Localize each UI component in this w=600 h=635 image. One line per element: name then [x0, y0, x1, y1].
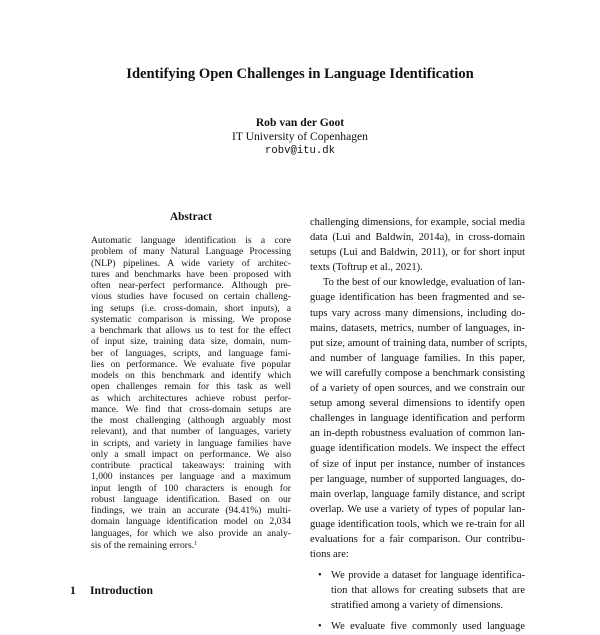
abstract-line: mance. We find that cross-domain setups are: [91, 403, 291, 415]
abstract-line: sis of the remaining errors.: [91, 539, 195, 551]
abstract-line: tures and benchmarks have been proposed with: [91, 268, 291, 280]
author-email: robv@itu.dk: [265, 145, 335, 157]
bullet-marker: •: [318, 570, 322, 582]
abstract-line: vious studies have focused on certain challeng-: [91, 291, 291, 303]
abstract-line: relevant), and that number of languages, variety: [91, 426, 291, 438]
right-column-body: [310, 215, 528, 635]
body-line: evaluations for a fair comparison. Our contribu-: [310, 533, 525, 545]
abstract-line: ing setups (i.e. cross-domain, short inputs), a: [91, 302, 291, 314]
body-line: mains, datasets, metrics, number of languages, in-: [310, 322, 525, 334]
abstract-line: of input size, training data size, domain, num-: [91, 336, 291, 348]
body-line: of a variety of open sources, and we constrain our: [310, 383, 525, 395]
body-line: of size of input per instance, number of instances: [310, 458, 525, 470]
abstract-line: only a small impact on performance. We also: [91, 448, 291, 460]
abstract-line: 1,000 instances per language and a maximum: [91, 471, 291, 483]
body-line: we will carefully compose a benchmark consisting: [310, 367, 525, 379]
abstract-line: Automatic language identification is a core: [91, 235, 291, 246]
abstract-line: robust language identification. Based on our: [91, 493, 291, 505]
bullet-line: We provide a dataset for language identifica-: [331, 570, 525, 582]
abstract-line: contribute practical takeaways: training with: [91, 460, 291, 471]
bullet-line: We evaluate five commonly used language: [331, 621, 525, 633]
abstract-line: open challenges remain for this task as well: [91, 381, 291, 393]
paper-title: Identifying Open Challenges in Language Identification: [126, 66, 474, 82]
abstract-line: in scripts, and variety in language families have: [91, 437, 291, 449]
abstract-line: problem of many Natural Language Processing: [91, 246, 291, 258]
section-title: Introduction: [90, 584, 153, 597]
abstract-line: as which architectures achieve robust perfor-: [91, 392, 291, 404]
bullet-line: stratified among a variety of dimensions.: [331, 600, 504, 612]
body-line: overlap. We use a variety of types of popular lan-: [310, 503, 525, 515]
body-line: setup among several dimensions to identify open: [310, 398, 525, 410]
abstract-line: often near-perfect performance. Although pre-: [91, 280, 291, 291]
body-line: tups vary across many dimensions, including do-: [310, 307, 525, 319]
body-line: an in-depth robustness evaluation of common lan-: [310, 428, 525, 440]
abstract-line: input length of 100 characters is enough for: [91, 482, 291, 494]
author-name: Rob van der Goot: [255, 116, 345, 129]
author-affiliation: IT University of Copenhagen: [232, 130, 368, 143]
section-number: 1: [70, 584, 76, 597]
abstract-line: findings, we train an accurate (94.41%) multi-: [91, 505, 291, 516]
abstract-line: models on this benchmark and identify which: [91, 370, 291, 381]
body-line: guage identification models. We inspect the effect: [310, 443, 525, 455]
abstract-line: systematic comparison is missing. We propose: [91, 313, 291, 325]
abstract-line: (NLP) pipelines. A wide variety of architec-: [91, 257, 291, 269]
body-line: and number of language families. In this paper,: [310, 352, 525, 364]
abstract-line: a benchmark that allows us to test for the effect: [91, 325, 291, 336]
body-line: challenging dimensions, for example, social media: [310, 217, 525, 228]
body-line: texts (Toftrup et al., 2021).: [310, 262, 423, 274]
contribution-bullet: [310, 619, 525, 634]
body-line: To the best of our knowledge, evaluation of lan-: [323, 277, 525, 289]
body-line: guage identification has been fragmented and se-: [310, 292, 525, 304]
abstract-heading: Abstract: [169, 211, 213, 223]
body-line: data (Lui and Baldwin, 2014a), in cross-domain: [310, 232, 525, 244]
bullet-marker: •: [318, 621, 322, 633]
abstract-line: domain language identification model on 2,034: [91, 516, 291, 528]
abstract-body: [91, 235, 291, 551]
body-line: guage identification tools, which we re-train for all: [310, 518, 525, 530]
body-line: main overlap, language family distance, and script: [310, 488, 525, 500]
body-line: setups (Lui and Baldwin, 2011), or for short input: [310, 247, 525, 259]
body-line: tions are:: [310, 549, 349, 561]
abstract-line: ber of languages, scripts, and language fami-: [91, 347, 291, 359]
body-line: put size, amount of training data, number of scripts,: [310, 337, 528, 349]
abstract-line: languages, for which we also provide an analy-: [91, 527, 291, 539]
body-line: per language, number of supported languages, do-: [310, 473, 525, 485]
abstract-line: the most challenging (although arguably most: [91, 415, 291, 426]
abstract-line: lies on performance. We evaluate five popular: [91, 358, 291, 370]
bullet-line: tion that allows for creating subsets that are: [331, 585, 525, 597]
abstract-line-last: [91, 539, 291, 551]
footnote-marker[interactable]: 1: [194, 540, 198, 547]
contribution-bullet: [310, 568, 525, 583]
section-heading: [70, 584, 153, 597]
body-line: challenges in language identification and perform: [310, 413, 525, 425]
